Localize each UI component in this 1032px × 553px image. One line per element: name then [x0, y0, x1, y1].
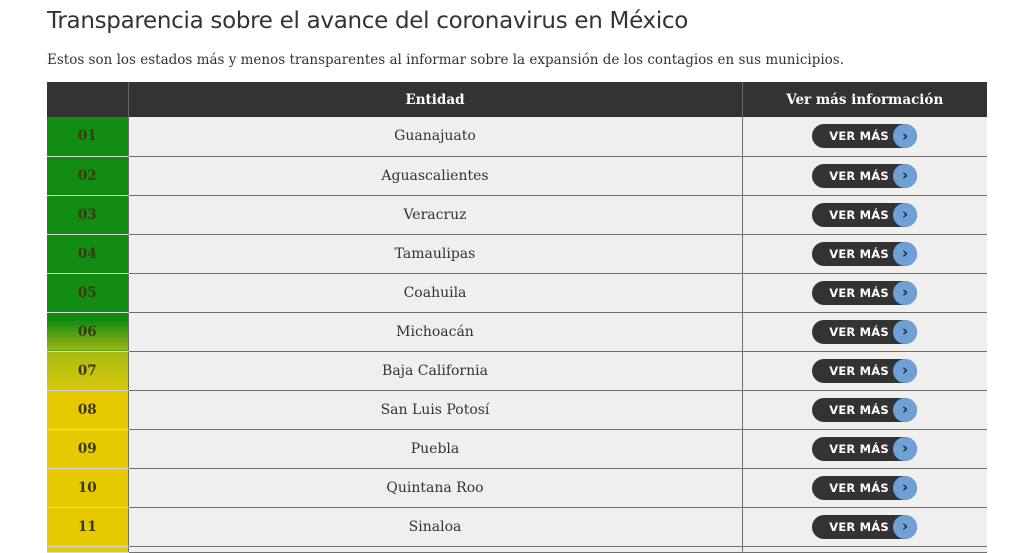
- entity-cell: Michoacán: [128, 312, 742, 351]
- table-row: [47, 273, 987, 312]
- header-entity: Entidad: [128, 82, 742, 117]
- table-row: [47, 507, 987, 546]
- entity-cell: Quintana Roo: [128, 468, 742, 507]
- action-cell: [742, 312, 987, 351]
- table-row: [47, 351, 987, 390]
- ver-mas-label: VER MÁS: [829, 402, 889, 417]
- entity-cell: Guanajuato: [128, 117, 742, 156]
- rank-cell: 07: [47, 351, 128, 390]
- ver-mas-label: VER MÁS: [829, 246, 889, 261]
- chevron-right-icon: ›: [893, 437, 917, 461]
- table-header-row: [47, 82, 987, 117]
- chevron-right-icon: ›: [893, 515, 917, 539]
- entity-cell: [128, 546, 742, 552]
- chevron-right-icon: ›: [893, 124, 917, 148]
- rank-cell: 09: [47, 429, 128, 468]
- table-row: [47, 390, 987, 429]
- entity-cell: San Luis Potosí: [128, 390, 742, 429]
- action-cell: [742, 546, 987, 552]
- ver-mas-label: VER MÁS: [829, 441, 889, 456]
- page-subtitle: Estos son los estados más y menos transparentes al informar sobre la expansión de los contagios en sus municipios.: [47, 52, 845, 68]
- ver-mas-button[interactable]: [812, 281, 917, 305]
- ver-mas-button[interactable]: [812, 242, 917, 266]
- entity-cell: Veracruz: [128, 195, 742, 234]
- ver-mas-button[interactable]: [812, 124, 917, 148]
- rank-cell: 10: [47, 468, 128, 507]
- rank-cell: 04: [47, 234, 128, 273]
- action-cell: [742, 507, 987, 546]
- ver-mas-label: VER MÁS: [829, 285, 889, 300]
- ver-mas-label: VER MÁS: [829, 168, 889, 183]
- ver-mas-button[interactable]: [812, 515, 917, 539]
- table-row: [47, 429, 987, 468]
- entity-cell: Puebla: [128, 429, 742, 468]
- table-row: [47, 156, 987, 195]
- ver-mas-button[interactable]: [812, 164, 917, 188]
- rank-cell: 05: [47, 273, 128, 312]
- rank-cell: 01: [47, 117, 128, 156]
- rank-cell: 08: [47, 390, 128, 429]
- ver-mas-button[interactable]: [812, 359, 917, 383]
- table-row: [47, 468, 987, 507]
- action-cell: [742, 273, 987, 312]
- chevron-right-icon: ›: [893, 398, 917, 422]
- action-cell: [742, 234, 987, 273]
- ver-mas-label: VER MÁS: [829, 480, 889, 495]
- ver-mas-button[interactable]: [812, 398, 917, 422]
- action-cell: [742, 351, 987, 390]
- chevron-right-icon: ›: [893, 203, 917, 227]
- entity-cell: Sinaloa: [128, 507, 742, 546]
- ver-mas-label: VER MÁS: [829, 324, 889, 339]
- action-cell: [742, 468, 987, 507]
- chevron-right-icon: ›: [893, 476, 917, 500]
- action-cell: [742, 429, 987, 468]
- ver-mas-button[interactable]: [812, 320, 917, 344]
- rank-cell: 02: [47, 156, 128, 195]
- entity-cell: Baja California: [128, 351, 742, 390]
- chevron-right-icon: ›: [893, 242, 917, 266]
- action-cell: [742, 195, 987, 234]
- rank-cell: [47, 546, 128, 552]
- header-rank: [47, 82, 128, 117]
- ver-mas-button[interactable]: [812, 437, 917, 461]
- action-cell: [742, 390, 987, 429]
- rank-cell: 03: [47, 195, 128, 234]
- header-more-info: Ver más información: [742, 82, 987, 117]
- ver-mas-label: VER MÁS: [829, 207, 889, 222]
- entity-cell: Coahuila: [128, 273, 742, 312]
- action-cell: [742, 156, 987, 195]
- table-row: [47, 195, 987, 234]
- rank-cell: 11: [47, 507, 128, 546]
- ver-mas-button[interactable]: [812, 203, 917, 227]
- transparency-table: [47, 82, 987, 553]
- chevron-right-icon: ›: [893, 164, 917, 188]
- table-row-partial: [47, 546, 987, 552]
- chevron-right-icon: ›: [893, 281, 917, 305]
- rank-cell: 06: [47, 312, 128, 351]
- table-row: [47, 234, 987, 273]
- entity-cell: Aguascalientes: [128, 156, 742, 195]
- ver-mas-label: VER MÁS: [829, 129, 889, 144]
- ver-mas-label: VER MÁS: [829, 519, 889, 534]
- chevron-right-icon: ›: [893, 320, 917, 344]
- chevron-right-icon: ›: [893, 359, 917, 383]
- ver-mas-button[interactable]: [812, 476, 917, 500]
- page-title: Transparencia sobre el avance del coronavirus en México: [47, 8, 689, 34]
- table-row: [47, 117, 987, 156]
- entity-cell: Tamaulipas: [128, 234, 742, 273]
- table-row: [47, 312, 987, 351]
- action-cell: [742, 117, 987, 156]
- ver-mas-label: VER MÁS: [829, 363, 889, 378]
